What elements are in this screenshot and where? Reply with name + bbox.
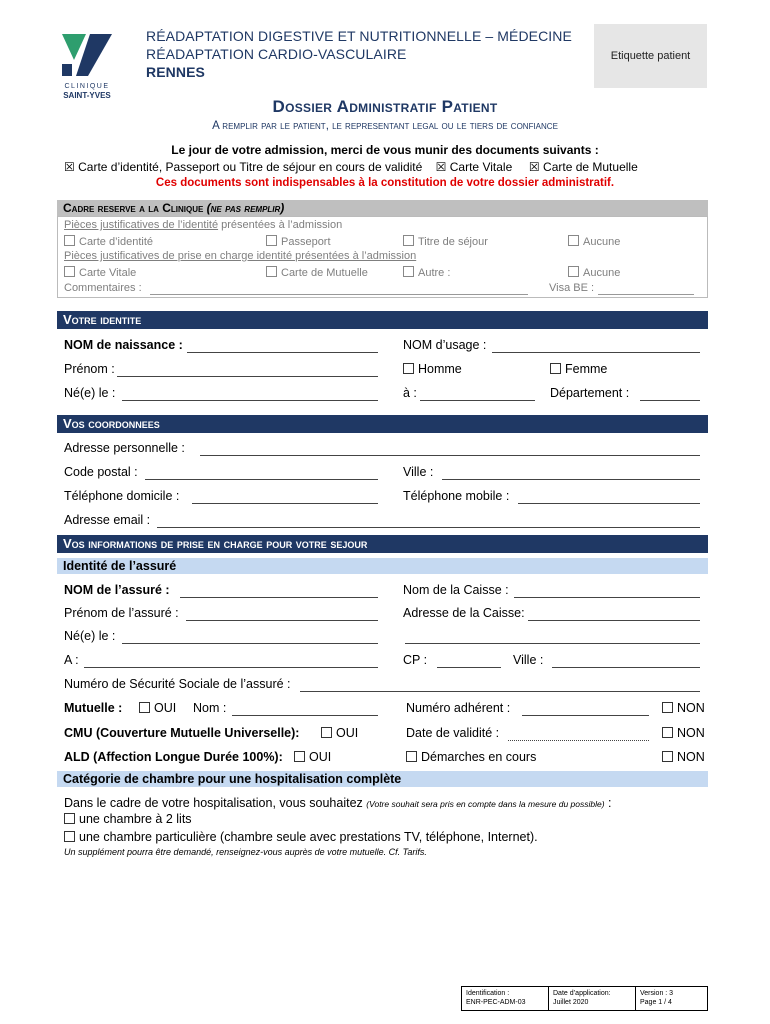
ville-caisse-field[interactable] bbox=[552, 667, 700, 668]
chambre-2-lits-option[interactable]: une chambre à 2 lits bbox=[64, 812, 192, 826]
checkbox-icon bbox=[662, 751, 673, 762]
ald-non[interactable]: NON bbox=[662, 750, 705, 764]
adresse-caisse-field[interactable] bbox=[528, 620, 700, 621]
prenom-assure-field[interactable] bbox=[186, 620, 378, 621]
nom-naissance-label: NOM de naissance : bbox=[64, 338, 183, 352]
footer-id: Identification : ENR-PEC-ADM-03 bbox=[466, 990, 526, 1006]
pieces-identite-line bbox=[64, 219, 342, 231]
femme-option[interactable]: Femme bbox=[550, 362, 607, 376]
departement-label: Département : bbox=[550, 386, 630, 400]
cadre-text: Dans le cadre de votre hospitalisation, vous souhaitez bbox=[64, 796, 363, 810]
opt-aucune-2[interactable]: Aucune bbox=[568, 266, 620, 279]
checkbox-icon bbox=[64, 813, 75, 824]
mutuelle-label: Mutuelle : bbox=[64, 701, 123, 715]
cadre-text-line bbox=[64, 796, 612, 810]
lieu-field[interactable] bbox=[420, 400, 535, 401]
tel-domicile-field[interactable] bbox=[192, 503, 378, 504]
doc-vitale: Carte Vitale bbox=[449, 160, 513, 174]
opt-autre[interactable]: Autre : bbox=[403, 266, 450, 279]
nom-caisse-label: Nom de la Caisse : bbox=[403, 583, 509, 597]
opt-carte-vitale[interactable]: Carte Vitale bbox=[64, 266, 136, 279]
ville-caisse-label: Ville : bbox=[513, 653, 544, 667]
date-validite-label: Date de validité : bbox=[406, 726, 500, 740]
num-secu-label: Numéro de Sécurité Sociale de l’assuré : bbox=[64, 677, 291, 691]
cadre-colon: : bbox=[604, 796, 612, 810]
num-adherent-field[interactable] bbox=[522, 715, 649, 716]
checked-box-icon: ☒ bbox=[64, 160, 75, 174]
mutuelle-oui[interactable]: OUI bbox=[139, 701, 176, 715]
ne-le-assure-label: Né(e) le : bbox=[64, 629, 116, 643]
checkbox-icon bbox=[662, 727, 673, 738]
clinic-logo bbox=[60, 30, 114, 100]
ald-oui[interactable]: OUI bbox=[294, 750, 331, 764]
mutuelle-nom-label: Nom : bbox=[193, 701, 227, 715]
cmu-label: CMU (Couverture Mutuelle Universelle): bbox=[64, 726, 300, 740]
checked-box-icon: ☒ bbox=[528, 160, 540, 174]
checkbox-icon bbox=[403, 363, 414, 374]
adresse-label: Adresse personnelle : bbox=[64, 441, 185, 455]
cmu-non[interactable]: NON bbox=[662, 726, 705, 740]
checkbox-icon bbox=[321, 727, 332, 738]
supplement-note: Un supplément pourra être demandé, renseignez-vous auprès de votre mutuelle. Cf. Tarifs. bbox=[64, 847, 427, 857]
doc-mutuelle: Carte de Mutuelle bbox=[543, 160, 638, 174]
a-field[interactable] bbox=[84, 667, 378, 668]
checkbox-icon bbox=[550, 363, 561, 374]
checkbox-icon bbox=[139, 702, 150, 713]
page-title: Dossier Administratif Patient bbox=[272, 97, 498, 116]
footer-date: Date d’application: Juillet 2020 bbox=[553, 990, 611, 1006]
cp-field[interactable] bbox=[437, 667, 501, 668]
checkbox-icon bbox=[406, 751, 417, 762]
code-postal-field[interactable] bbox=[145, 479, 378, 480]
opt-passeport[interactable]: Passeport bbox=[266, 235, 331, 248]
logo-graphic bbox=[60, 30, 114, 78]
opt-carte-identite[interactable]: Carte d’identité bbox=[64, 235, 153, 248]
reserve-title: Cadre reserve a la Clinique bbox=[63, 201, 204, 215]
opt-titre-sejour[interactable]: Titre de séjour bbox=[403, 235, 488, 248]
chambre-particuliere-option[interactable]: une chambre particulière (chambre seule avec prestations TV, téléphone, Internet). bbox=[64, 830, 538, 844]
opt-carte-mutuelle[interactable]: Carte de Mutuelle bbox=[266, 266, 368, 279]
prenom-assure-label: Prénom de l’assuré : bbox=[64, 606, 179, 620]
nom-assure-field[interactable] bbox=[180, 597, 378, 598]
date-validite-field[interactable] bbox=[508, 740, 649, 741]
mutuelle-nom-field[interactable] bbox=[232, 715, 378, 716]
commentaires-field[interactable] bbox=[150, 294, 528, 295]
logo-text-top: CLINIQUE bbox=[64, 83, 110, 90]
pieces-identite-label: Pièces justificatives de l’identité bbox=[64, 219, 219, 231]
header-line-3: RENNES bbox=[146, 64, 205, 80]
header-line-2: RÉADAPTATION CARDIO-VASCULAIRE bbox=[146, 46, 407, 62]
page-subtitle: A remplir par le patient, le representant legal ou le tiers de confiance bbox=[212, 120, 558, 132]
reserve-title-note: (ne pas remplir) bbox=[206, 201, 285, 215]
doc-identite: Carte d’identité, Passeport ou Titre de séjour en cours de validité bbox=[78, 160, 423, 174]
logo-text-bottom: SAINT-YVES bbox=[63, 91, 111, 100]
footer-divider bbox=[548, 986, 549, 1011]
prenom-field[interactable] bbox=[117, 376, 378, 377]
section-coordonnees: Vos coordonnees bbox=[57, 415, 708, 433]
tel-mobile-label: Téléphone mobile : bbox=[403, 489, 510, 503]
ville-field[interactable] bbox=[442, 479, 700, 480]
pieces-prise-label: Pièces justificatives de prise en charge identité présentées à l’admission bbox=[64, 250, 417, 262]
a-label: A : bbox=[64, 653, 79, 667]
num-secu-field[interactable] bbox=[300, 691, 700, 692]
adresse-caisse-label: Adresse de la Caisse: bbox=[403, 606, 525, 620]
checkbox-icon bbox=[662, 702, 673, 713]
departement-field[interactable] bbox=[640, 400, 700, 401]
warning-text: Ces documents sont indispensables à la constitution de votre dossier administratif. bbox=[155, 177, 615, 189]
checkbox-icon bbox=[294, 751, 305, 762]
docs-line bbox=[64, 160, 638, 174]
categorie-chambre-header: Catégorie de chambre pour une hospitalisation complète bbox=[57, 771, 708, 787]
cadre-note: (Votre souhait sera pris en compte dans la mesure du possible) bbox=[366, 799, 605, 809]
footer-version: Version : 3 Page 1 / 4 bbox=[640, 990, 674, 1006]
reserve-header bbox=[57, 200, 708, 216]
header-line-1: RÉADAPTATION DIGESTIVE ET NUTRITIONNELLE – MÉDECINE bbox=[146, 28, 572, 44]
nom-caisse-field[interactable] bbox=[514, 597, 700, 598]
ne-le-field[interactable] bbox=[122, 400, 378, 401]
ville-label: Ville : bbox=[403, 465, 434, 479]
email-field[interactable] bbox=[157, 527, 700, 528]
etiquette-patient-box: Etiquette patient bbox=[594, 24, 707, 88]
prenom-label: Prénom : bbox=[64, 362, 115, 376]
section-prise-en-charge: Vos informations de prise en charge pour votre sejour bbox=[57, 535, 708, 553]
lieu-label: à : bbox=[403, 386, 417, 400]
section-identite: Votre identite bbox=[57, 311, 708, 329]
checkbox-icon bbox=[64, 831, 75, 842]
adresse-field[interactable] bbox=[200, 455, 700, 456]
intro-line: Le jour de votre admission, merci de vous munir des documents suivants : bbox=[171, 143, 599, 157]
adresse-caisse-field-2[interactable] bbox=[405, 643, 700, 644]
tel-domicile-label: Téléphone domicile : bbox=[64, 489, 180, 503]
visa-field[interactable] bbox=[598, 294, 694, 295]
email-label: Adresse email : bbox=[64, 513, 151, 527]
demarches-option[interactable]: Démarches en cours bbox=[406, 750, 536, 764]
nom-naissance-field[interactable] bbox=[187, 352, 378, 353]
footer-divider bbox=[635, 986, 636, 1011]
identite-assure-header: Identité de l’assuré bbox=[57, 558, 708, 574]
ald-label: ALD (Affection Longue Durée 100%): bbox=[64, 750, 283, 764]
homme-option[interactable]: Homme bbox=[403, 362, 462, 376]
tel-mobile-field[interactable] bbox=[518, 503, 700, 504]
mutuelle-non[interactable]: NON bbox=[662, 701, 705, 715]
mutuelle-row bbox=[64, 701, 122, 715]
checked-box-icon: ☒ bbox=[435, 160, 447, 174]
ne-le-label: Né(e) le : bbox=[64, 386, 116, 400]
visa-label: Visa BE : bbox=[549, 282, 595, 294]
opt-aucune[interactable]: Aucune bbox=[568, 235, 620, 248]
nom-usage-label: NOM d’usage : bbox=[403, 338, 487, 352]
num-adherent-label: Numéro adhérent : bbox=[406, 701, 511, 715]
code-postal-label: Code postal : bbox=[64, 465, 138, 479]
cp-label: CP : bbox=[403, 653, 428, 667]
cmu-oui[interactable]: OUI bbox=[321, 726, 358, 740]
commentaires-label: Commentaires : bbox=[64, 282, 142, 294]
pieces-identite-suffix: présentées à l’admission bbox=[218, 219, 343, 231]
nom-assure-label: NOM de l’assuré : bbox=[64, 583, 170, 597]
ne-le-assure-field[interactable] bbox=[122, 643, 378, 644]
nom-usage-field[interactable] bbox=[492, 352, 700, 353]
